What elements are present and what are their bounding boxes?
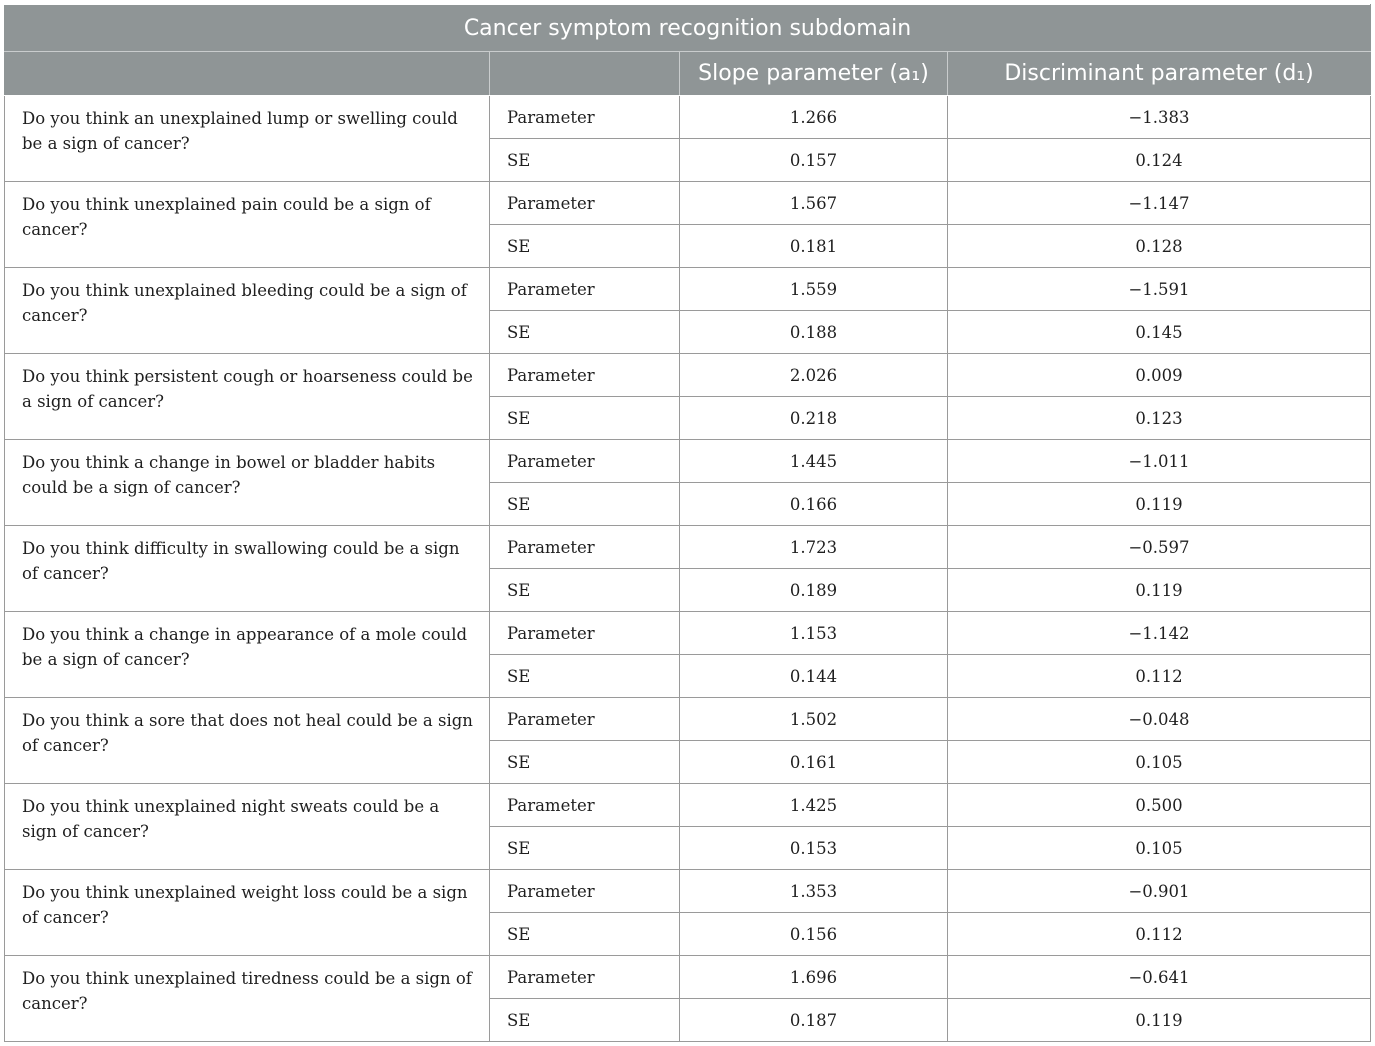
- question-cell: Do you think a change in appearance of a mole could be a sign of cancer?: [5, 612, 490, 698]
- column-header-question: [5, 52, 490, 96]
- discriminant-se-value: 0.128: [948, 225, 1371, 268]
- slope-parameter-value: 1.723: [680, 526, 948, 569]
- discriminant-parameter-value: −1.383: [948, 96, 1371, 139]
- row-type-label: Parameter: [490, 440, 680, 483]
- table-row-parameter: [5, 612, 1371, 655]
- parameter-table: [4, 4, 1371, 1042]
- discriminant-parameter-value: 0.009: [948, 354, 1371, 397]
- column-header-slope: Slope parameter (a₁): [680, 52, 948, 96]
- slope-se-value: 0.187: [680, 999, 948, 1042]
- slope-se-value: 0.156: [680, 913, 948, 956]
- discriminant-se-value: 0.119: [948, 999, 1371, 1042]
- row-type-label: Parameter: [490, 268, 680, 311]
- row-type-label: SE: [490, 311, 680, 354]
- slope-se-value: 0.181: [680, 225, 948, 268]
- question-cell: Do you think unexplained pain could be a sign of cancer?: [5, 182, 490, 268]
- discriminant-parameter-value: −0.901: [948, 870, 1371, 913]
- slope-parameter-value: 1.502: [680, 698, 948, 741]
- discriminant-parameter-value: −1.147: [948, 182, 1371, 225]
- slope-se-value: 0.153: [680, 827, 948, 870]
- question-cell: Do you think unexplained tiredness could be a sign of cancer?: [5, 956, 490, 1042]
- row-type-label: SE: [490, 999, 680, 1042]
- row-type-label: SE: [490, 569, 680, 612]
- table-body: [5, 96, 1371, 1042]
- discriminant-se-value: 0.119: [948, 569, 1371, 612]
- question-cell: Do you think a sore that does not heal could be a sign of cancer?: [5, 698, 490, 784]
- table-title: Cancer symptom recognition subdomain: [5, 5, 1371, 52]
- row-type-label: SE: [490, 483, 680, 526]
- row-type-label: SE: [490, 225, 680, 268]
- discriminant-se-value: 0.123: [948, 397, 1371, 440]
- question-cell: Do you think a change in bowel or bladder habits could be a sign of cancer?: [5, 440, 490, 526]
- table-row-parameter: [5, 784, 1371, 827]
- row-type-label: SE: [490, 827, 680, 870]
- discriminant-se-value: 0.124: [948, 139, 1371, 182]
- question-cell: Do you think difficulty in swallowing could be a sign of cancer?: [5, 526, 490, 612]
- discriminant-parameter-value: −0.597: [948, 526, 1371, 569]
- question-cell: Do you think an unexplained lump or swelling could be a sign of cancer?: [5, 96, 490, 182]
- table-row-parameter: [5, 182, 1371, 225]
- discriminant-parameter-value: −0.641: [948, 956, 1371, 999]
- discriminant-se-value: 0.112: [948, 655, 1371, 698]
- slope-se-value: 0.189: [680, 569, 948, 612]
- row-type-label: Parameter: [490, 96, 680, 139]
- discriminant-parameter-value: −1.011: [948, 440, 1371, 483]
- row-type-label: SE: [490, 913, 680, 956]
- column-header-row: [5, 52, 1371, 96]
- row-type-label: Parameter: [490, 526, 680, 569]
- table-header: [5, 5, 1371, 96]
- row-type-label: Parameter: [490, 698, 680, 741]
- slope-se-value: 0.161: [680, 741, 948, 784]
- row-type-label: Parameter: [490, 784, 680, 827]
- slope-se-value: 0.218: [680, 397, 948, 440]
- table-row-parameter: [5, 698, 1371, 741]
- slope-se-value: 0.188: [680, 311, 948, 354]
- question-cell: Do you think unexplained night sweats could be a sign of cancer?: [5, 784, 490, 870]
- row-type-label: Parameter: [490, 182, 680, 225]
- row-type-label: Parameter: [490, 870, 680, 913]
- discriminant-parameter-value: 0.500: [948, 784, 1371, 827]
- slope-parameter-value: 2.026: [680, 354, 948, 397]
- row-type-label: SE: [490, 655, 680, 698]
- table-row-parameter: [5, 870, 1371, 913]
- slope-parameter-value: 1.567: [680, 182, 948, 225]
- column-header-type: [490, 52, 680, 96]
- table-row-parameter: [5, 96, 1371, 139]
- slope-parameter-value: 1.445: [680, 440, 948, 483]
- discriminant-se-value: 0.105: [948, 741, 1371, 784]
- slope-parameter-value: 1.425: [680, 784, 948, 827]
- row-type-label: SE: [490, 139, 680, 182]
- slope-se-value: 0.166: [680, 483, 948, 526]
- question-cell: Do you think persistent cough or hoarseness could be a sign of cancer?: [5, 354, 490, 440]
- slope-parameter-value: 1.266: [680, 96, 948, 139]
- table-row-parameter: [5, 440, 1371, 483]
- discriminant-se-value: 0.105: [948, 827, 1371, 870]
- table-row-parameter: [5, 526, 1371, 569]
- row-type-label: Parameter: [490, 612, 680, 655]
- slope-parameter-value: 1.353: [680, 870, 948, 913]
- row-type-label: SE: [490, 397, 680, 440]
- table-row-parameter: [5, 354, 1371, 397]
- row-type-label: Parameter: [490, 956, 680, 999]
- discriminant-se-value: 0.145: [948, 311, 1371, 354]
- discriminant-se-value: 0.112: [948, 913, 1371, 956]
- table-title-row: [5, 5, 1371, 52]
- slope-parameter-value: 1.559: [680, 268, 948, 311]
- table-row-parameter: [5, 956, 1371, 999]
- row-type-label: SE: [490, 741, 680, 784]
- discriminant-parameter-value: −0.048: [948, 698, 1371, 741]
- slope-parameter-value: 1.696: [680, 956, 948, 999]
- row-type-label: Parameter: [490, 354, 680, 397]
- discriminant-se-value: 0.119: [948, 483, 1371, 526]
- slope-se-value: 0.144: [680, 655, 948, 698]
- discriminant-parameter-value: −1.591: [948, 268, 1371, 311]
- question-cell: Do you think unexplained weight loss could be a sign of cancer?: [5, 870, 490, 956]
- slope-se-value: 0.157: [680, 139, 948, 182]
- table-row-parameter: [5, 268, 1371, 311]
- column-header-discriminant: Discriminant parameter (d₁): [948, 52, 1371, 96]
- slope-parameter-value: 1.153: [680, 612, 948, 655]
- discriminant-parameter-value: −1.142: [948, 612, 1371, 655]
- question-cell: Do you think unexplained bleeding could be a sign of cancer?: [5, 268, 490, 354]
